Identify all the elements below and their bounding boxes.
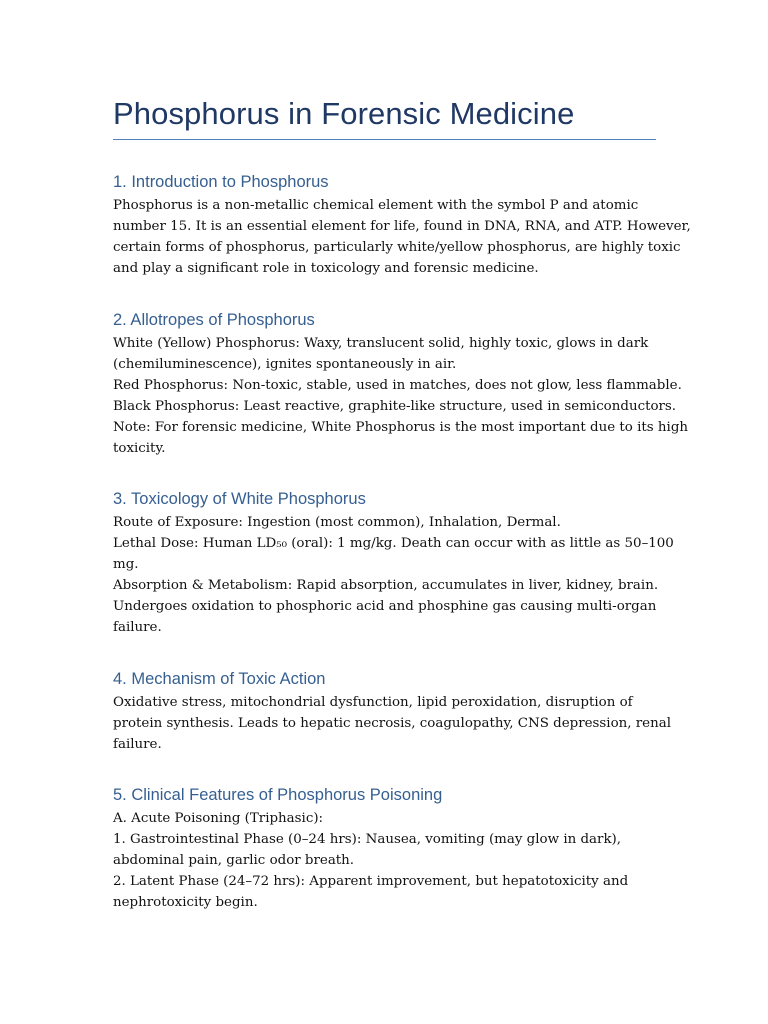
paragraph-line: Oxidative stress, mitochondrial dysfunction, lipid peroxidation, disruption of [113, 695, 633, 710]
section-body [113, 512, 674, 638]
paragraph-line: Route of Exposure: Ingestion (most common), Inhalation, Dermal. [113, 515, 561, 530]
paragraph-line: mg. [113, 557, 139, 572]
paragraph-line: Phosphorus is a non-metallic chemical element with the symbol P and atomic [113, 198, 639, 213]
section-mechanism [113, 668, 671, 755]
paragraph-line: White (Yellow) Phosphorus: Waxy, translucent solid, highly toxic, glows in dark [113, 336, 649, 351]
page-title: Phosphorus in Forensic Medicine [113, 96, 575, 131]
section-body [113, 808, 658, 913]
paragraph-line: and play a significant role in toxicology and forensic medicine. [113, 261, 539, 276]
paragraph-line: Note: For forensic medicine, White Phosphorus is the most important due to its high [113, 420, 689, 435]
paragraph-line: failure. [113, 737, 162, 752]
section-heading: 5. Clinical Features of Phosphorus Poisoning [113, 786, 443, 804]
paragraph-line: toxicity. [113, 441, 166, 456]
section-toxicology [113, 488, 674, 638]
paragraph-line: Lethal Dose: Human LD₅₀ (oral): 1 mg/kg. Death can occur with as little as 50–100 [113, 536, 674, 551]
section-body [113, 333, 689, 459]
paragraph-line: A. Acute Poisoning (Triphasic): [113, 811, 324, 826]
section-heading: 3. Toxicology of White Phosphorus [113, 490, 366, 508]
paragraph-line: number 15. It is an essential element for life, found in DNA, RNA, and ATP. However, [113, 219, 691, 234]
document-page [113, 0, 691, 913]
section-heading: 1. Introduction to Phosphorus [113, 173, 329, 191]
paragraph-line: protein synthesis. Leads to hepatic necrosis, coagulopathy, CNS depression, renal [113, 716, 671, 731]
paragraph-line: 1. Gastrointestinal Phase (0–24 hrs): Nausea, vomiting (may glow in dark), [113, 832, 622, 847]
paragraph-line: certain forms of phosphorus, particularly white/yellow phosphorus, are highly toxic [113, 240, 681, 255]
section-allotropes [113, 309, 689, 459]
paragraph-line: nephrotoxicity begin. [113, 895, 258, 910]
paragraph-line: abdominal pain, garlic odor breath. [113, 853, 355, 868]
paragraph-line: (chemiluminescence), ignites spontaneously in air. [113, 357, 457, 372]
paragraph-line: Undergoes oxidation to phosphoric acid and phosphine gas causing multi-organ [113, 599, 657, 614]
section-introduction [113, 171, 691, 279]
section-body [113, 195, 691, 279]
section-body [113, 692, 671, 755]
paragraph-line: failure. [113, 620, 162, 635]
paragraph-line: Absorption & Metabolism: Rapid absorption, accumulates in liver, kidney, brain. [113, 578, 659, 593]
section-clinical-features [113, 784, 658, 913]
paragraph-line: Black Phosphorus: Least reactive, graphite-like structure, used in semiconductors. [113, 399, 677, 414]
paragraph-line: 2. Latent Phase (24–72 hrs): Apparent improvement, but hepatotoxicity and [113, 874, 629, 889]
title-underline-rule [113, 139, 656, 140]
section-heading: 2. Allotropes of Phosphorus [113, 311, 315, 329]
paragraph-line: Red Phosphorus: Non-toxic, stable, used in matches, does not glow, less flammable. [113, 378, 682, 393]
section-heading: 4. Mechanism of Toxic Action [113, 670, 326, 688]
